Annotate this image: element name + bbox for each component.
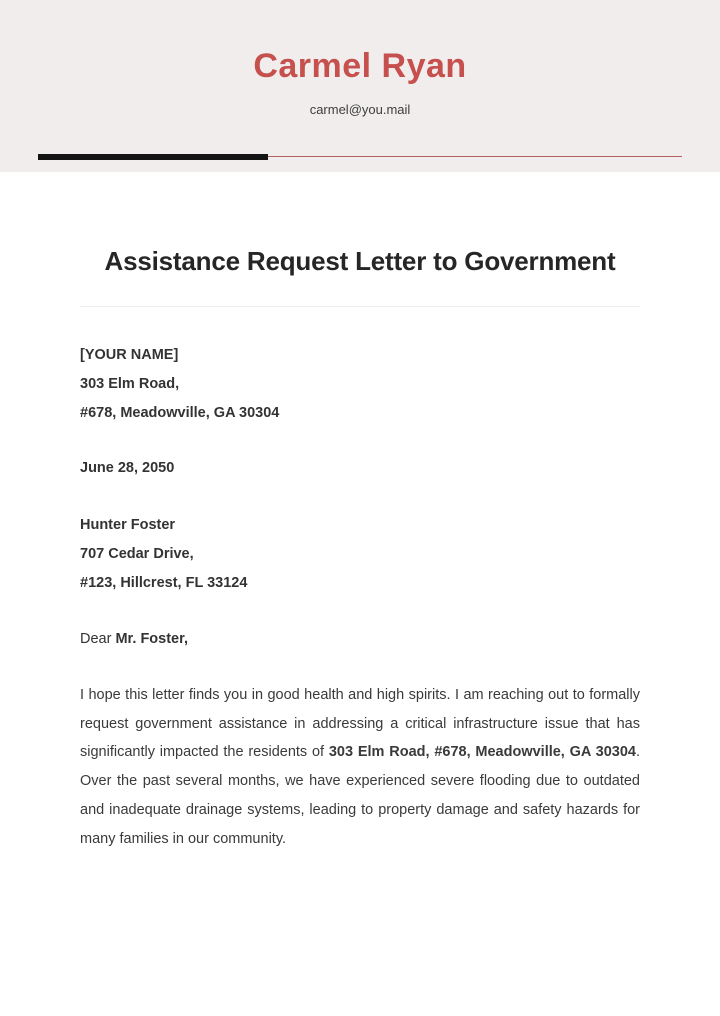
salutation <box>80 625 640 654</box>
letterhead-divider <box>38 153 682 160</box>
divider-black-segment <box>38 154 268 160</box>
title-divider <box>80 306 640 307</box>
letterhead <box>0 0 720 172</box>
letter-date: June 28, 2050 <box>80 460 175 476</box>
recipient-address-line2: #123, Hillcrest, FL 33124 <box>80 575 248 591</box>
divider-red-segment <box>268 156 682 158</box>
letter-paragraph <box>80 681 640 853</box>
letter-title: Assistance Request Letter to Government <box>104 246 616 276</box>
paragraph-text-before: I hope this letter finds you in good health and high spirits. I am reaching out to formally request government assistance in addressing a critical infrastructure issue that has significantly impacted the residents of <box>80 687 640 761</box>
sender-address-line1: 303 Elm Road, <box>80 376 180 392</box>
recipient-address-line1: 707 Cedar Drive, <box>80 546 194 562</box>
letter-body <box>0 172 720 853</box>
sender-display-name: Carmel Ryan <box>253 47 467 85</box>
recipient-address-block <box>80 511 640 598</box>
salutation-recipient-name: Mr. Foster, <box>115 631 188 647</box>
sender-address-block <box>80 341 640 428</box>
paragraph-text-after: . Over the past several months, we have experienced severe flooding due to outdated and inadequate drainage systems, leading to property damage and safety hazards for many families in our community. <box>80 744 640 847</box>
salutation-prefix: Dear <box>80 631 116 647</box>
sender-name-placeholder: [YOUR NAME] <box>80 347 179 363</box>
sender-address-line2: #678, Meadowville, GA 30304 <box>80 405 280 421</box>
paragraph-address-bold: 303 Elm Road, #678, Meadowville, GA 30304 <box>328 744 636 761</box>
sender-email: carmel@you.mail <box>309 102 411 117</box>
recipient-name: Hunter Foster <box>80 517 176 533</box>
